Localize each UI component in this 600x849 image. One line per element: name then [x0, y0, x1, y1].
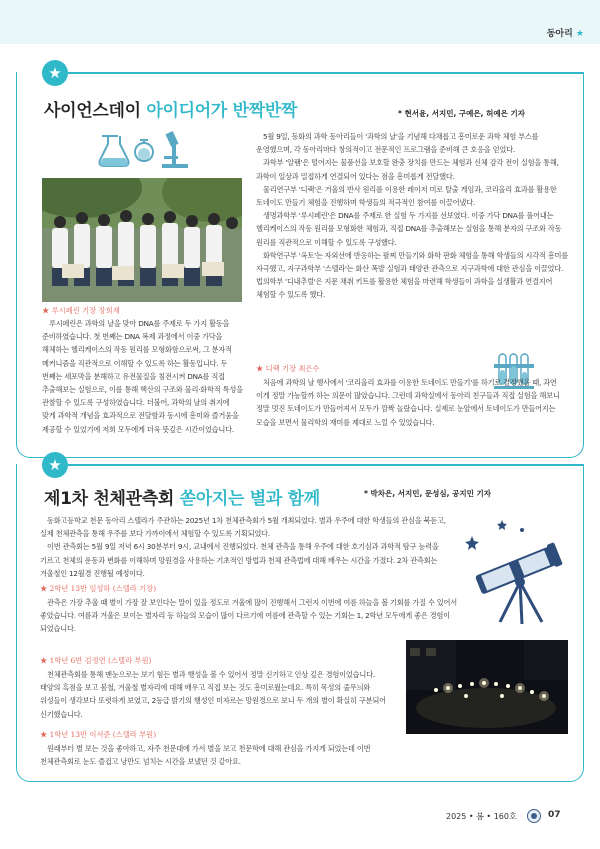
paragraph: 과학부 '알팸'은 떨어지는 물품선을 보호할 완충 장치를 만드는 체험과 신체 감각 전이 실험을 통해, 과학이 일상과 밀접하게 연결되어 있다는 점을 흥미롭게 전달했다. — [256, 158, 559, 181]
page-number: 07 — [548, 810, 561, 820]
article2-subheading-3: ★ 1학년 13반 이서준 (스텔라 부원) — [40, 730, 157, 739]
article2-body-2: 천체관측회를 통해 맨눈으로는 보기 힘든 별과 행성을 볼 수 있어서 정말 신기하고 인상 깊은 경험이었습니다. 태양의 흑점을 보고 봄철, 겨울철 별자리에 대해 배우고 직접 보는 것도 흥미로웠는데요. 특히 목성의 줄무늬와 위성들이 생각보다 또렷하게 보였고, 2등급 밝기의 행성인 미자르는 망원경으로 보니 두 개의 별이 확실히 구분되어 신기했습니다. — [40, 670, 386, 719]
star-badge-icon: ★ — [42, 60, 68, 86]
article2-subheading-1: ★ 2학년 13반 임성하 (스텔라 기장) — [40, 584, 157, 593]
article1-byline: * 현서윤, 서지민, 구예은, 허예은 기자 — [398, 109, 525, 118]
club-group-photo — [42, 178, 242, 302]
issue-label: 2025 • 봄 • 160호 — [446, 812, 517, 821]
school-emblem-icon — [527, 809, 541, 823]
article2-byline: * 박차은, 서지민, 문성심, 공지민 기자 — [364, 489, 491, 498]
header-band — [0, 0, 600, 44]
section-name: 동아리 — [546, 29, 573, 39]
lab-equipment-illustration — [98, 126, 194, 172]
article2-intro — [40, 514, 452, 580]
section-label — [547, 26, 584, 39]
paragraph: 생명과학부 '루시페린'은 DNA를 주제로 한 실험 두 가지를 선보였다. 이중 가닥 DNA를 풀어내는 헬리케이스의 작동 원리를 모형화한 체험과, 직접 DNA를 추출해보는 실험을 통해 분자의 구조와 작동 원리를 직관적으로 이해할 수 있도록 구성했다. — [256, 211, 562, 247]
star-badge-icon: ★ — [42, 452, 68, 478]
paragraph: 화학연구부 '옥토'는 자외선에 반응하는 팔찌 만들기와 화학 판화 체험을 통해 학생들의 시각적 흥미를 자극했고, 지구과학부 '스텔라'는 화산 폭발 실험과 태양관 관측으로 지구과학에 대한 관심을 이끌었다. 법의학부 '디내추럴'은 지문 채취 키트를 활용한 체험을 마련해 학생들이 과학을 실생활과 연결지어 체험할 수 있도록 했다. — [256, 250, 569, 300]
article1-subheading-2: ★ 디랙 기장 최은수 — [256, 364, 320, 373]
article2-body-3: 원래부터 별 보는 것을 좋아하고, 자주 천문대에 가서 별을 보고 천문학에 대해 관심을 가지게 되었는데 이번 천체관측회로 눈도 즐겁고 낭만도 넘치는 시간을 보냈던 것 같아요. — [40, 744, 371, 767]
article2-subheading-2: ★ 1학년 6반 김정연 (스텔라 부원) — [40, 656, 152, 665]
paragraph: 5월 9일, 동화의 과학 동아리들이 '과학의 날'을 기념해 다채롭고 흥미로운 과학 체험 부스를 운영했으며, 각 동아리마다 창의적이고 전문적인 프로그램을 준비해 큰 호응을 얻었다. — [256, 132, 539, 155]
telescope-illustration — [462, 516, 572, 626]
article2-body-1: 관측은 가장 추울 때 별이 가장 잘 보인다는 말이 있을 정도로 겨울에 많이 진행해서 그런지 이번에 여름 하늘을 볼 기회를 가질 수 있어서 좋았습니다. 여름과 겨울은 보이는 별자리 등 하늘의 모습이 많이 다르기에 여름에 관측할 수 있는 기회는 1, 2학년 모두에게 좋은 경험이 되었습니다. — [40, 598, 457, 634]
star-icon: ★ — [575, 29, 584, 39]
article2-title: 제1차 천체관측회 쏟아지는 별과 함께 — [44, 489, 320, 509]
paragraph: 이번 관측회는 5월 9일 저녁 6시 30분부터 9시, 교내에서 진행되었다. 천체 관측을 통해 우주에 대한 호기심과 과학적 탐구 능력을 기르고 천체의 운동과 변화를 이해하며 망원경을 사용하는 기초적인 방법과 천체 관측법에 대해 배우는 시간을 가졌다. 2차 관측회는 겨울철인 12월경 진행될 예정이다. — [40, 542, 439, 578]
night-observation-photo — [406, 640, 568, 734]
article1-left-body: 루시페린은 과학의 날을 맞아 DNA를 주제로 두 가지 활동을 준비하였습니다. 첫 번째는 DNA 복제 과정에서 이중 가닥을 해체하는 헬리케이스의 작동 원리를 모형화함으로써, 그 분자적 메커니즘을 직관적으로 이해할 수 있도록 하는 활동입니다. 두 번째는 세포막을 분해하고 유전물질을 침전시켜 DNA를 직접 추출해보는 실험으로, 이를 통해 핵산의 구조와 물리·화학적 특성을 관찰할 수 있도록 구성하였습니다. 더불어, 과학의 날의 취지에 맞게 과학적 개념을 효과적으로 전달함과 동시에 흥미와 즐거움을 제공할 수 있었기에 저희 모두에게 더욱 뜻깊은 시간이었습니다. — [42, 319, 243, 434]
article1-subheading-1: ★ 루시페린 기장 장희재 — [42, 306, 120, 315]
article1-right-body-2: 처음에 과학의 날 행사에서 '코리올리 효과를 이용한 토네이도 만들기'를 하기로 결정했을 때, 과연 이게 정말 가능할까 하는 의문이 많았습니다. 그런데 과학실에서 동아리 친구들과 직접 실험을 해보니 정말 멋진 토네이도가 만들어져서 모두가 깜짝 놀랐습니다. 실제로 눈앞에서 토네이도가 만들어지는 모습을 보면서 물리학의 재미를 제대로 느낄 수 있었습니다. — [256, 378, 560, 427]
paragraph: 동화고등학교 천문 동아리 스텔라가 주관하는 2025년 1차 천체관측회가 5월 개최되었다. 별과 우주에 대한 학생들의 관심을 북돋고, 실제 천체관측을 통해 우주를 보다 가까이에서 체험할 수 있도록 기획되었다. — [40, 516, 446, 539]
paragraph: 물리연구부 '디랙'은 거울의 반사 원리를 이용한 레이저 미로 탈출 게임과, 코리올리 효과를 활용한 토네이도 만들기 체험을 진행하며 학생들의 적극적인 참여를 이끌어냈다. — [256, 184, 557, 208]
article1-title: 사이언스데이 아이디어가 반짝반짝 — [44, 101, 298, 121]
article1-right-body — [256, 130, 570, 302]
